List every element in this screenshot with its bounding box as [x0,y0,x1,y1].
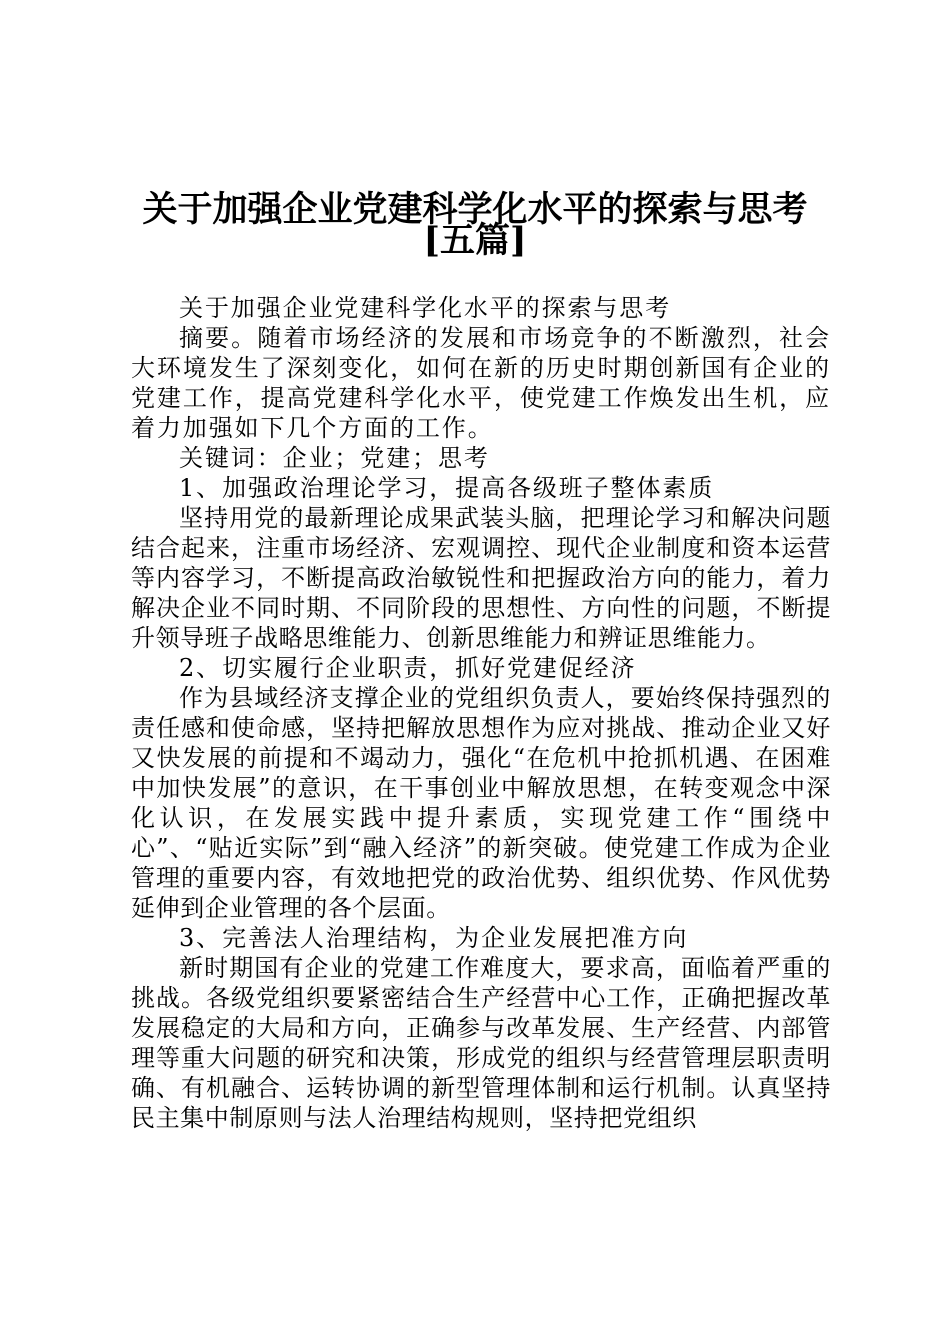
paragraph-abstract: 摘要。随着市场经济的发展和市场竞争的不断激烈，社会大环境发生了深刻变化，如何在新的历史时期创新国有企业的党建工作，提高党建科学化水平，使党建工作焕发出生机，应着力加强如下几个方面的工作。 [131,324,831,442]
section-heading-2: 2、切实履行企业职责，抓好党建促经济 [179,654,637,682]
paragraph-section-1: 坚持用党的最新理论成果武装头脑，把理论学习和解决问题结合起来，注重市场经济、宏观调控、现代企业制度和资本运营等内容学习，不断提高政治敏锐性和把握政治方向的能力，着力解决企业不同时期、不同阶段的思想性、方向性的问题，不断提升领导班子战略思维能力、创新思维能力和辨证思维能力。 [131,504,831,652]
document-title-line-2: [五篇] [423,220,527,261]
section-heading-3: 3、完善法人治理结构，为企业发展把准方向 [179,924,689,952]
section-heading-1: 1、加强政治理论学习，提高各级班子整体素质 [179,474,715,502]
paragraph-section-3: 新时期国有企业的党建工作难度大，要求高，面临着严重的挑战。各级党组织要紧密结合生产经营中心工作，正确把握改革发展稳定的大局和方向，正确参与改革发展、生产经营、内部管理等重大问题的研究和决策，形成党的组织与经营管理层职责明确、有机融合、运转协调的新型管理体制和运行机制。认真坚持民主集中制原则与法人治理结构规则，坚持把党组织 [131,954,831,1132]
document-body [131,293,831,1133]
paragraph-subtitle: 关于加强企业党建科学化水平的探索与思考 [179,294,672,322]
paragraph-section-2: 作为县域经济支撑企业的党组织负责人，要始终保持强烈的责任感和使命感，坚持把解放思想作为应对挑战、推动企业又好又快发展的前提和不竭动力，强化“在危机中抢抓机遇、在困难中加快发展”的意识，在干事创业中解放思想，在转变观念中深化认识，在发展实践中提升素质，实现党建工作“围绕中心”、“贴近实际”到“融入经济”的新突破。使党建工作成为企业管理的重要内容，有效地把党的政治优势、组织优势、作风优势延伸到企业管理的各个层面。 [131,684,831,922]
paragraph-keywords: 关键词：企业；党建；思考 [179,444,490,472]
document-title-line-1: 关于加强企业党建科学化水平的探索与思考 [142,189,808,230]
